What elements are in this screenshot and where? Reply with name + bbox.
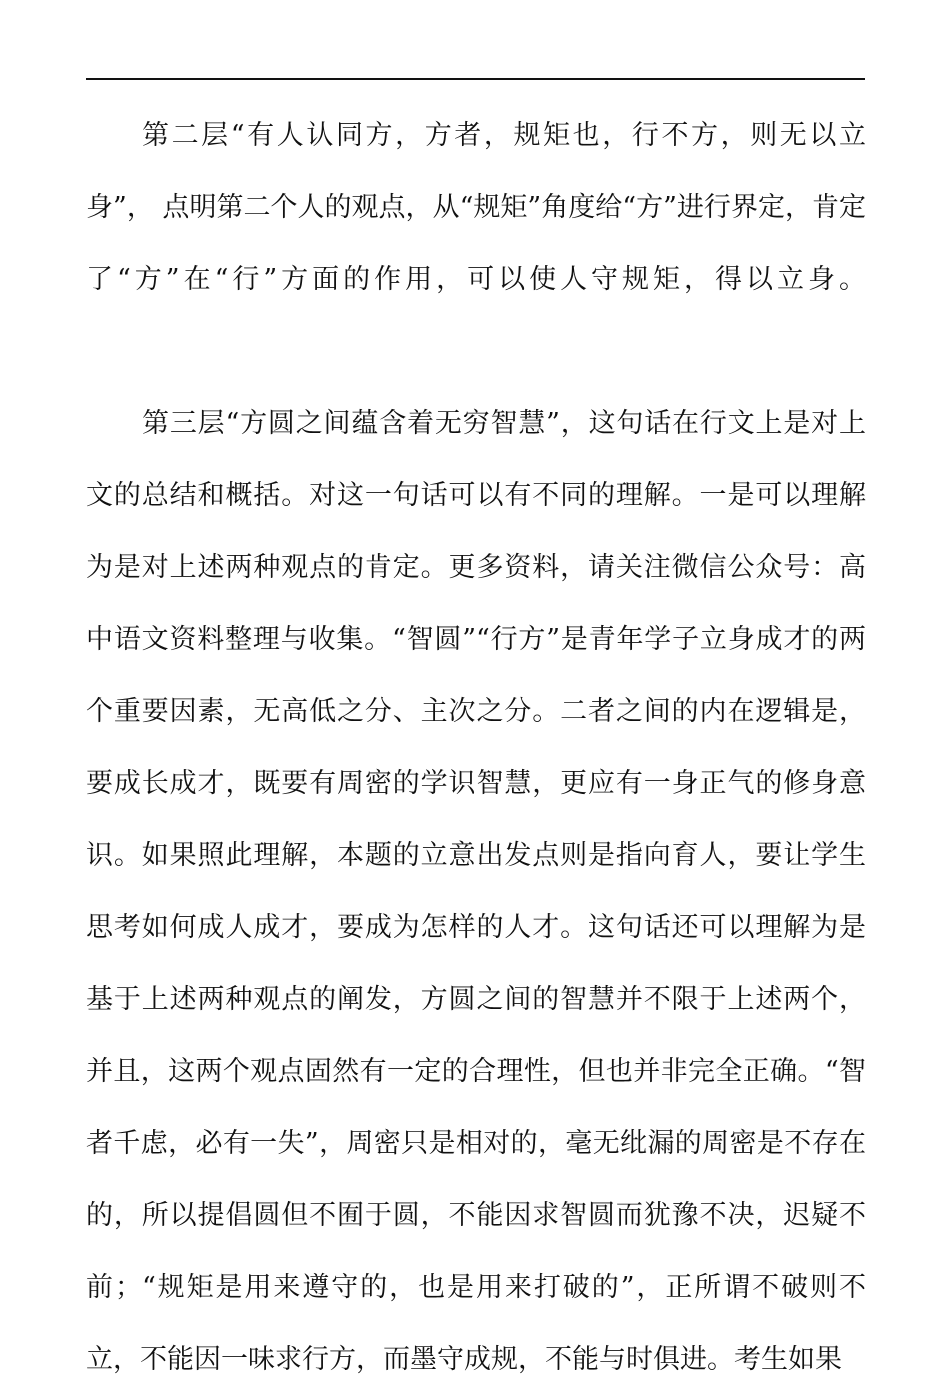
header-rule-line (86, 78, 865, 80)
paragraph-second-layer: 第二层“有人认同方，方者，规矩也，行不方，则无以立身”， 点明第二个人的观点，从“规矩”角度给“方”进行界定，肯定了“方”在“行”方面的作用，可以使人守规矩，得以立身。 (86, 120, 866, 295)
paragraph-third-layer: 第三层“方圆之间蕴含着无穷智慧”，这句话在行文上是对上文的总结和概括。对这一句话可以有不同的理解。一是可以理解为是对上述两种观点的肯定。更多资料，请关注微信公众号：高中语文资料整理与收集。“智圆”“行方”是青年学子立身成才的两个重要因素，无高低之分、主次之分。二者之间的内在逻辑是，要成长成才，既要有周密的学识智慧，更应有一身正气的修身意识。如果照此理解，本题的立意出发点则是指向育人，要让学生思考如何成人成才，要成为怎样的人才。这句话还可以理解为是基于上述两种观点的阐发，方圆之间的智慧并不限于上述两个，并且，这两个观点固然有一定的合理性，但也并非完全正确。“智者千虑，必有一失”，周密只是相对的，毫无纰漏的周密是不存在的，所以提倡圆但不囿于圆，不能因求智圆而犹豫不决，迟疑不前；“规矩是用来遵守的，也是用来打破的”，正所谓不破则不立，不能因一味求行方，而墨守成规，不能与时俱进。考生如果 (86, 408, 866, 1375)
header-separator (86, 78, 865, 82)
document-body (86, 100, 866, 1396)
